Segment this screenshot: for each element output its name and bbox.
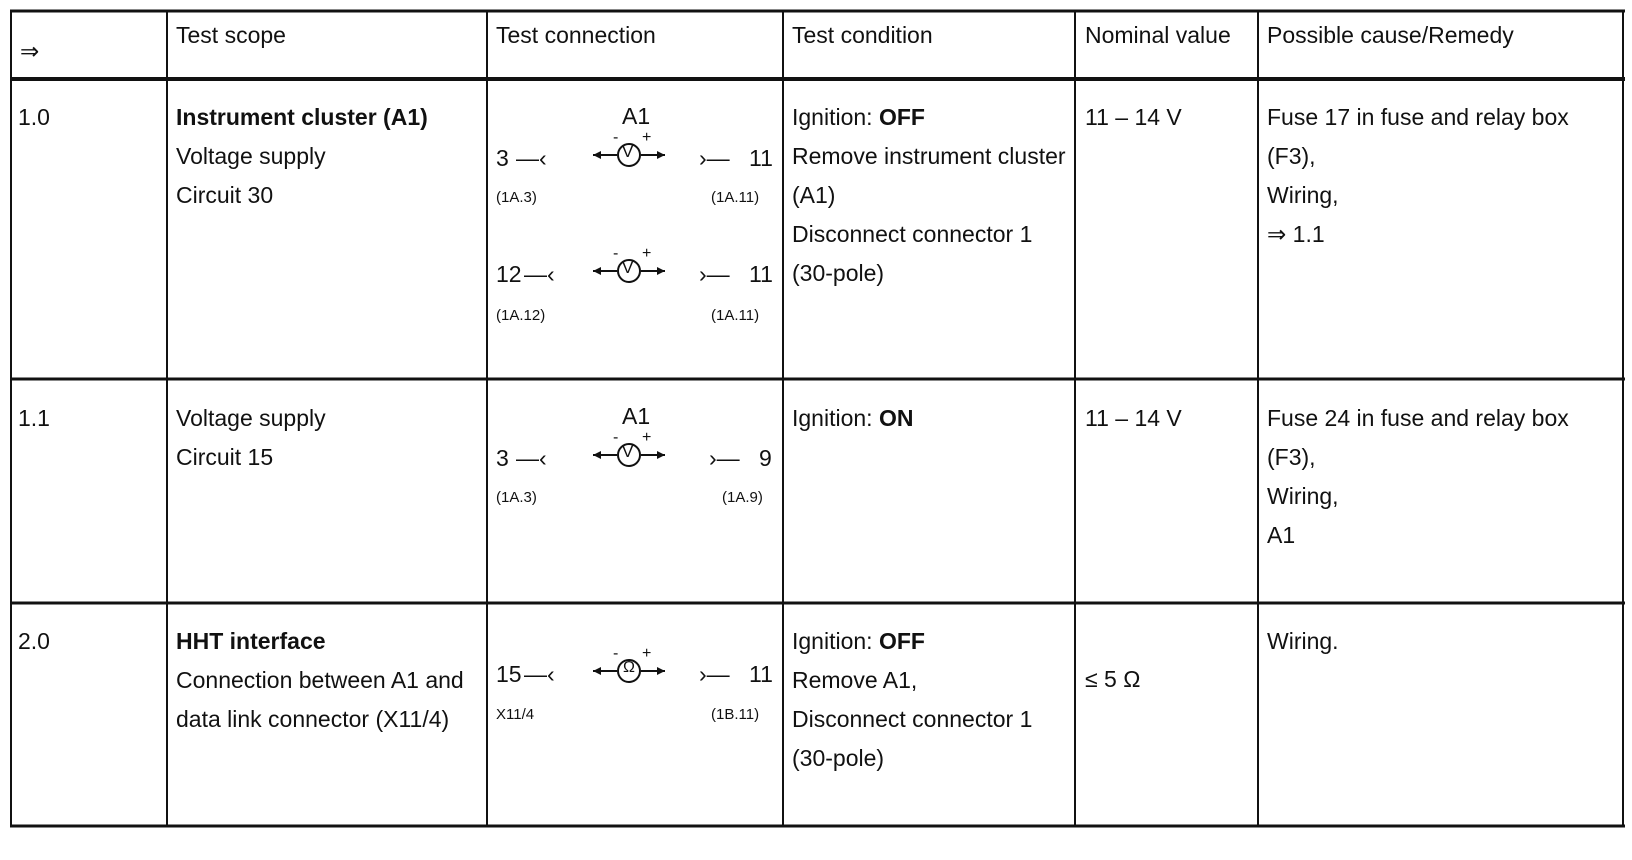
- meter-plus: +: [642, 645, 652, 662]
- test-condition-cell: [792, 622, 1032, 778]
- meter-plus: +: [642, 429, 652, 446]
- scope-line: Voltage supply: [176, 143, 326, 169]
- voltmeter-icon: [593, 245, 673, 289]
- pin-to-ref: (1B.11): [711, 706, 760, 723]
- plug-female-icon: —‹: [516, 145, 547, 171]
- pin-to-ref: (1A.11): [711, 189, 760, 206]
- pin-to: 11: [749, 661, 773, 687]
- condition-line: (30-pole): [792, 745, 885, 771]
- step-number: 2.0: [18, 628, 50, 654]
- pin-from: 12: [496, 261, 522, 287]
- ohmmeter-icon: [593, 645, 673, 689]
- condition-line: Disconnect connector 1: [792, 706, 1033, 732]
- scope-line: data link connector (X11/4): [176, 706, 450, 732]
- possible-cause-cell: [1267, 399, 1569, 555]
- ignition-state: OFF: [878, 628, 925, 654]
- test-scope-cell: [176, 622, 464, 739]
- nominal-value-cell: 11 – 14 V: [1085, 104, 1182, 130]
- condition-line: (30-pole): [792, 260, 885, 286]
- scope-line: Circuit 30: [176, 182, 274, 208]
- ignition-state: ON: [878, 405, 914, 431]
- test-scope-cell: [176, 98, 428, 215]
- test-connection-cell: [487, 79, 783, 379]
- test-condition-cell: [792, 98, 1066, 293]
- pin-to-ref: (1A.11): [711, 307, 760, 324]
- test-scope-cell: [176, 399, 326, 477]
- pin-from-ref: (1A.3): [496, 189, 537, 206]
- header-arrow: ⇒: [20, 38, 40, 64]
- possible-cause-cell: [1267, 622, 1339, 661]
- meter-minus: -: [613, 429, 619, 446]
- meter-minus: -: [613, 245, 619, 262]
- component-label: A1: [622, 403, 651, 429]
- scope-line: Circuit 15: [176, 444, 274, 470]
- scope-line: Instrument cluster (A1): [176, 104, 428, 130]
- pin-from-ref: (1A.3): [496, 489, 537, 506]
- nominal-value-cell: 11 – 14 V: [1085, 405, 1182, 431]
- ignition-line: Ignition: OFF: [792, 104, 925, 130]
- test-connection-cell: [487, 379, 783, 603]
- condition-line: (A1): [792, 182, 836, 208]
- scope-line: Connection between A1 and: [176, 667, 464, 693]
- cause-line: A1: [1267, 522, 1296, 548]
- ignition-line: Ignition: ON: [792, 405, 914, 431]
- plug-male-icon: ›—: [699, 261, 730, 287]
- plug-female-icon: —‹: [524, 661, 555, 687]
- condition-line: Remove A1,: [792, 667, 918, 693]
- cause-line: Wiring.: [1267, 628, 1339, 654]
- pin-from-ref: X11/4: [496, 706, 535, 723]
- cause-line: (F3),: [1267, 143, 1316, 169]
- pin-to: 9: [759, 445, 772, 471]
- plug-male-icon: ›—: [709, 445, 740, 471]
- pin-to: 11: [749, 261, 773, 287]
- header-test-scope: Test scope: [176, 22, 286, 48]
- condition-line: Remove instrument cluster: [792, 143, 1066, 169]
- test-connection-cell: [487, 603, 783, 826]
- pin-from-ref: (1A.12): [496, 307, 546, 324]
- voltmeter-icon: [593, 129, 673, 173]
- ignition-line: Ignition: OFF: [792, 628, 925, 654]
- meter-plus: +: [642, 245, 652, 262]
- header-test-condition: Test condition: [792, 22, 933, 48]
- meter-minus: -: [613, 645, 619, 662]
- meter-symbol: V: [622, 258, 634, 277]
- cause-line: Wiring,: [1267, 483, 1339, 509]
- ignition-state: OFF: [878, 104, 925, 130]
- plug-male-icon: ›—: [699, 661, 730, 687]
- pin-from: 3: [496, 445, 509, 471]
- cause-line: Fuse 17 in fuse and relay box: [1267, 104, 1569, 130]
- cause-line: ⇒ 1.1: [1267, 221, 1325, 247]
- step-number: 1.0: [18, 104, 50, 130]
- cause-line: (F3),: [1267, 444, 1316, 470]
- condition-line: Disconnect connector 1: [792, 221, 1033, 247]
- component-label: A1: [622, 103, 651, 129]
- pin-from: 15: [496, 661, 522, 687]
- step-number: 1.1: [18, 405, 50, 431]
- header-test-connection: Test connection: [496, 22, 656, 48]
- scope-line: Voltage supply: [176, 405, 326, 431]
- header-possible-cause: Possible cause/Remedy: [1267, 22, 1514, 48]
- nominal-value-cell: ≤ 5 Ω: [1085, 666, 1141, 692]
- meter-symbol: V: [622, 142, 634, 161]
- plug-female-icon: —‹: [516, 445, 547, 471]
- meter-symbol: V: [622, 442, 634, 461]
- meter-minus: -: [613, 129, 619, 146]
- pin-to: 11: [749, 145, 773, 171]
- meter-plus: +: [642, 129, 652, 146]
- plug-male-icon: ›—: [699, 145, 730, 171]
- voltmeter-icon: [593, 429, 673, 473]
- pin-from: 3: [496, 145, 509, 171]
- meter-symbol: Ω: [623, 659, 635, 676]
- cause-line: Wiring,: [1267, 182, 1339, 208]
- scope-line: HHT interface: [176, 628, 326, 654]
- plug-female-icon: —‹: [524, 261, 555, 287]
- header-nominal-value: Nominal value: [1085, 22, 1231, 48]
- pin-to-ref: (1A.9): [722, 489, 763, 506]
- possible-cause-cell: [1267, 98, 1569, 254]
- cause-line: Fuse 24 in fuse and relay box: [1267, 405, 1569, 431]
- test-condition-cell: [792, 399, 913, 438]
